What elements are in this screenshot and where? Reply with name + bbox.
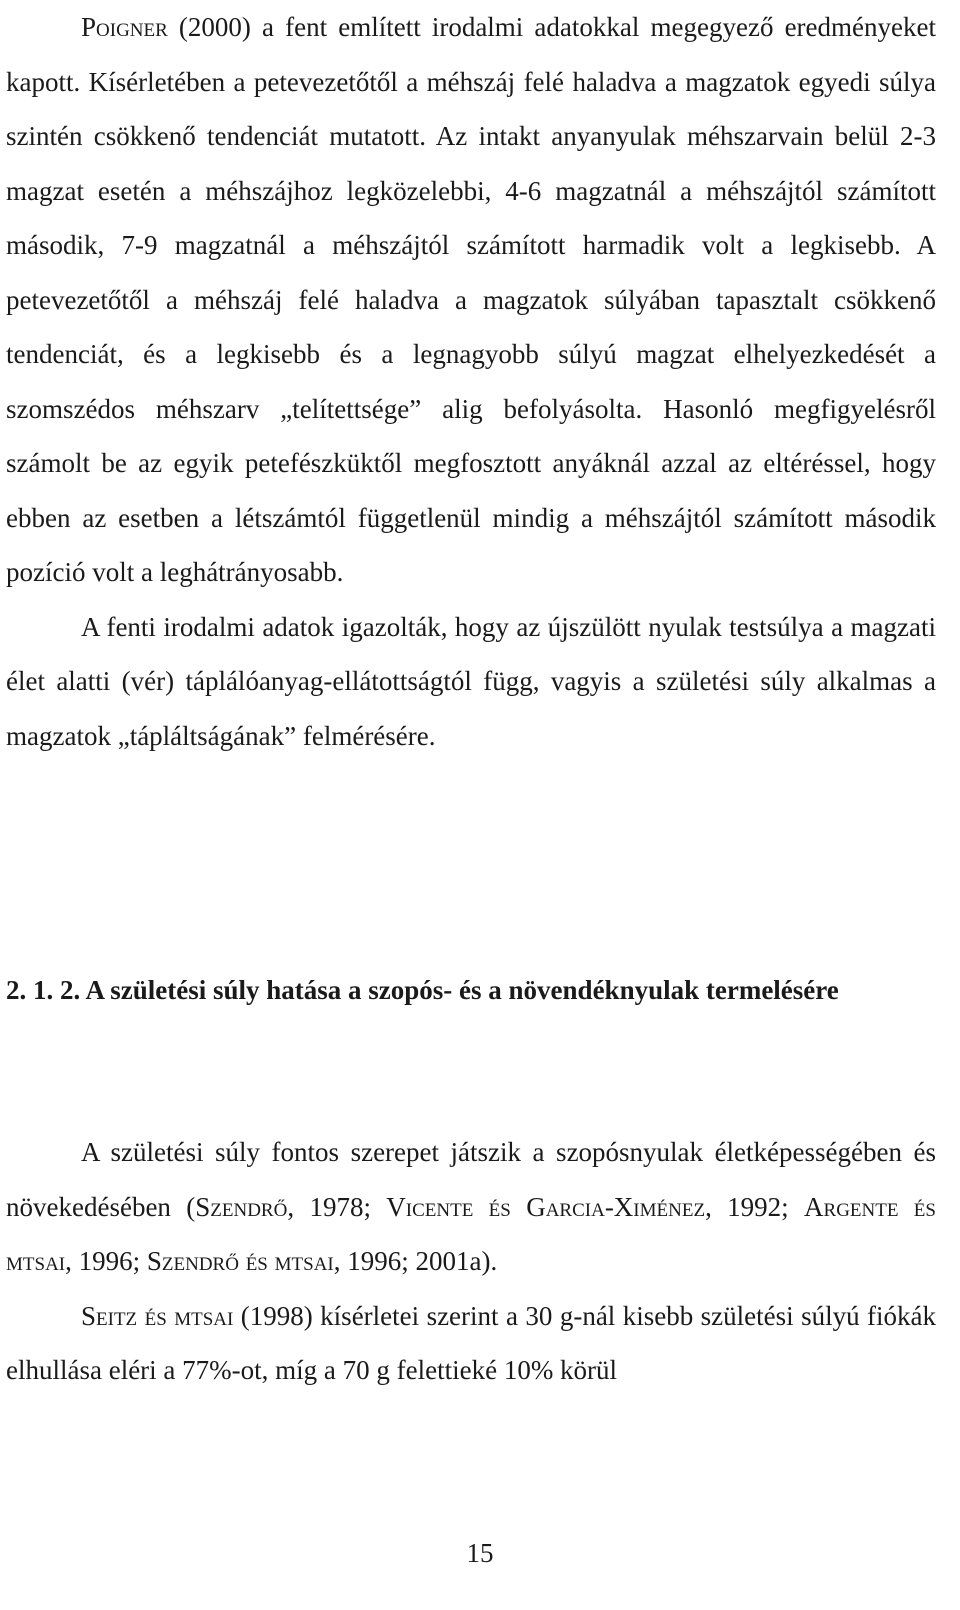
text-run: A születési súly fontos szerepet játszik a szopósnyulak életképességében és növekedésében ( bbox=[6, 1137, 936, 1222]
citation-seitz: Seitz és mtsai bbox=[81, 1300, 234, 1331]
paragraph-seitz bbox=[6, 1289, 936, 1398]
paragraph-poigner-text: (2000) a fent említett irodalmi adatokkal megegyező eredményeket kapott. Kísérletében a petevezetőtől a méhszáj felé haladva a magzatok egyedi súlya szintén csökkenő tendenciát mutatott. Az intakt anyanyulak méhszarvain belül 2-3 magzat esetén a méhszájhoz legközelebbi, 4-6 magzatnál a méhszájtól számított második, 7-9 magzatnál a méhszájtól számított harmadik volt a legkisebb. A petevezetőtől a méhszáj felé haladva a magzatok súlyában tapasztalt csökkenő tendenciát, és a legkisebb és a legnagyobb súlyú magzat elhelyezkedését a szomszédos méhszarv „telítettsége” alig befolyásolta. Hasonló megfigyelésről számolt be az egyik petefészküktől megfosztott anyáknál azzal az eltéréssel, hogy ebben az esetben a létszámtól függetlenül mindig a méhszájtól számított második pozíció volt a leghátrányosabb. bbox=[6, 12, 936, 587]
document-page-lower bbox=[6, 1125, 936, 1398]
citation-argente: Argente és mtsai bbox=[6, 1191, 936, 1276]
citation-szendro-mtsai: Szendrő és mtsai bbox=[146, 1246, 334, 1276]
text-run: , 1996; bbox=[65, 1246, 147, 1276]
section-heading: 2. 1. 2. A születési súly hatása a szopós- és a növendéknyulak termelésére bbox=[6, 975, 839, 1005]
text-run: , 1978; bbox=[287, 1191, 387, 1222]
paragraph-birth-weight bbox=[6, 1125, 936, 1289]
paragraph-poigner bbox=[6, 0, 936, 600]
citation-szendro-1978: Szendrő bbox=[195, 1191, 288, 1222]
text-run: , 1992; bbox=[705, 1191, 805, 1222]
page-number: 15 bbox=[466, 1538, 494, 1568]
citation-vicente: Vicente és Garcia-Ximénez bbox=[386, 1191, 706, 1222]
text-run: , 1996; 2001a). bbox=[333, 1246, 498, 1276]
document-page bbox=[6, 0, 936, 763]
text-run: (1998) kísérletei szerint a 30 g-nál kisebb születési súlyú fiókák elhullása eléri a 77%-ot, míg a 70 g felettieké 10% körül bbox=[6, 1300, 936, 1385]
citation-poigner: Poigner bbox=[81, 12, 168, 42]
paragraph-conclusion: A fenti irodalmi adatok igazolták, hogy az újszülött nyulak testsúlya a magzati élet alatti (vér) táplálóanyag-ellátottságtól függ, vagyis a születési súly alkalmas a magzatok „tápláltságának” felmérésére. bbox=[6, 611, 936, 751]
